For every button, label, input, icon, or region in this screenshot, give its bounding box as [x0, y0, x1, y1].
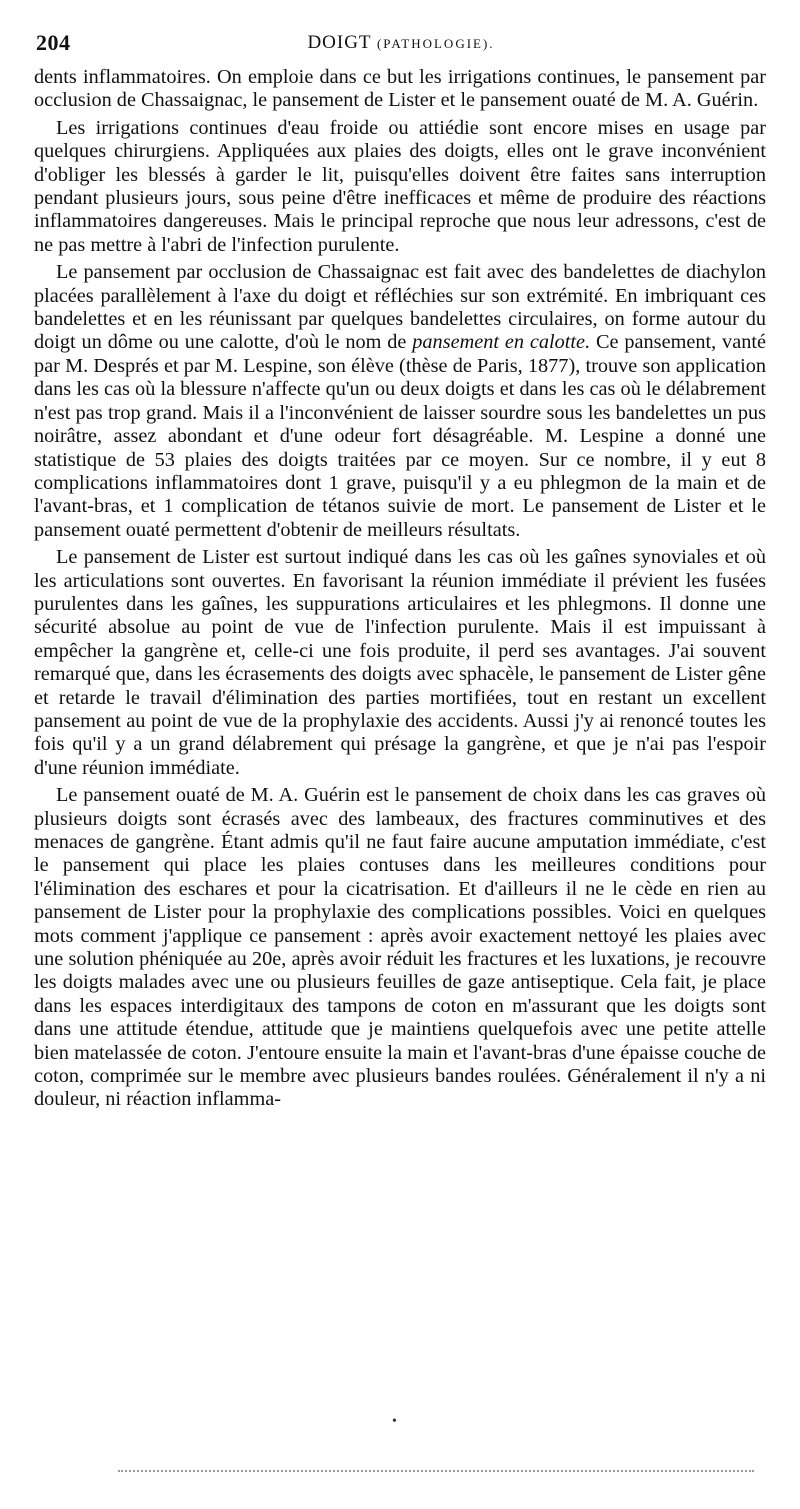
running-title-main: DOIGT	[307, 32, 372, 53]
paragraph-1: dents inflammatoires. On emploie dans ce but les irrigations continues, le pansement par occlusion de Chassaignac, le pansement de Lister et le pansement ouaté de M. A. Guérin.	[34, 66, 766, 112]
paragraph-4: Le pansement de Lister est surtout indiqué dans les cas où les gaînes synoviales et où les articulations sont ouvertes. En favorisant la réunion immédiate il prévient les fusées purulentes dans les gaînes, les suppurations articulaires et les phlegmons. Il donne une sécurité absolue au point de vue de l'infection purulente. Mais il est impuissant à empêcher la gangrène et, celle-ci une fois produite, il perd ses avantages. J'ai souvent remarqué que, dans les écrasements des doigts avec sphacèle, le pansement de Lister gêne et retarde le travail d'élimination des parties mortifiées, tout en restant un excellent pansement au point de vue de la prophylaxie des accidents. Aussi j'y ai renoncé toutes les fois qu'il y a un grand délabrement qui présage la gangrène, et que je n'ai pas l'espoir d'une réunion immédiate.	[34, 546, 766, 779]
paragraph-2: Les irrigations continues d'eau froide ou attiédie sont encore mises en usage par quelques chirurgiens. Appliquées aux plaies des doigts, elles ont le grave inconvénient d'obliger les blessés à garder le lit, puisqu'elles doivent être faites sans interruption pendant plusieurs jours, sous peine d'être inefficaces et même de produire des réactions inflammatoires dangereuses. Mais le principal reproche que nous leur adressons, c'est de ne pas mettre à l'abri de l'infection purulente.	[34, 116, 766, 256]
footer-smudge-line	[118, 1470, 754, 1472]
paragraph-3	[34, 261, 766, 542]
page-number: 204	[36, 30, 71, 55]
running-head	[36, 30, 766, 60]
paragraph-3-part-2: Ce pansement, vanté par M. Després et par M. Lespine, son élève (thèse de Paris, 1877), trouve son application dans les cas où la blessure n'affecte qu'un ou deux doigts et dans les cas où le délabrement n'est pas trop grand. Mais il a l'inconvénient de laisser sourdre sous les bandelettes un pus noirâtre, assez abondant et d'une odeur fort désagréable. M. Lespine a donné une statistique de 53 plaies des doigts traitées par ce moyen. Sur ce nombre, il y eut 8 complications inflammatoires dont 1 grave, puisqu'il y a eu phlegmon de la main et de l'avant-bras, et 1 complication de tétanos suivie de mort. Le pansement de Lister et le pansement ouaté permettent d'obtenir de meilleurs résultats.	[34, 331, 766, 541]
paragraph-3-part-1: Le pansement par occlusion de Chassaignac est fait avec des bandelettes de diachylon placées parallèlement à l'axe du doigt et réfléchies sur son extrémité. En imbriquant ces bandelettes et en les réunissant par quelques bandelettes circulaires, on forme autour du doigt un dôme ou une calotte, d'où le nom de	[34, 261, 766, 354]
paragraph-3-italic-term: pansement en calotte.	[412, 331, 591, 354]
paragraph-5: Le pansement ouaté de M. A. Guérin est le pansement de choix dans les cas graves où plusieurs doigts sont écrasés avec des lambeaux, des fractures comminutives et des menaces de gangrène. Étant admis qu'il ne faut faire aucune amputation immédiate, c'est le pansement qui place les plaies contuses dans les meilleures conditions pour l'élimination des eschares et pour la cicatrisation. Et d'ailleurs il ne le cède en rien au pansement de Lister pour la prophylaxie des complications possibles. Voici en quelques mots comment j'applique ce pansement : après avoir exactement nettoyé les plaies avec une solution phéniquée au 20e, après avoir réduit les fractures et les luxations, je recouvre les doigts malades avec une ou plusieurs feuilles de gaze antiseptique. Cela fait, je place dans les espaces interdigitaux des tampons de coton en m'assurant que les doigts sont dans une attitude étendue, attitude que je maintiens quelquefois avec une petite attelle bien matelassée de coton. J'entoure ensuite la main et l'avant-bras d'une épaisse couche de coton, comprimée sur le membre avec plusieurs bandes roulées. Généralement il n'y a ni douleur, ni réaction inflamma-	[34, 784, 766, 1111]
body-text	[34, 66, 766, 1116]
running-title	[36, 32, 766, 54]
stray-ink-mark: •	[392, 1414, 397, 1429]
running-title-sub: (PATHOLOGIE).	[376, 36, 495, 51]
